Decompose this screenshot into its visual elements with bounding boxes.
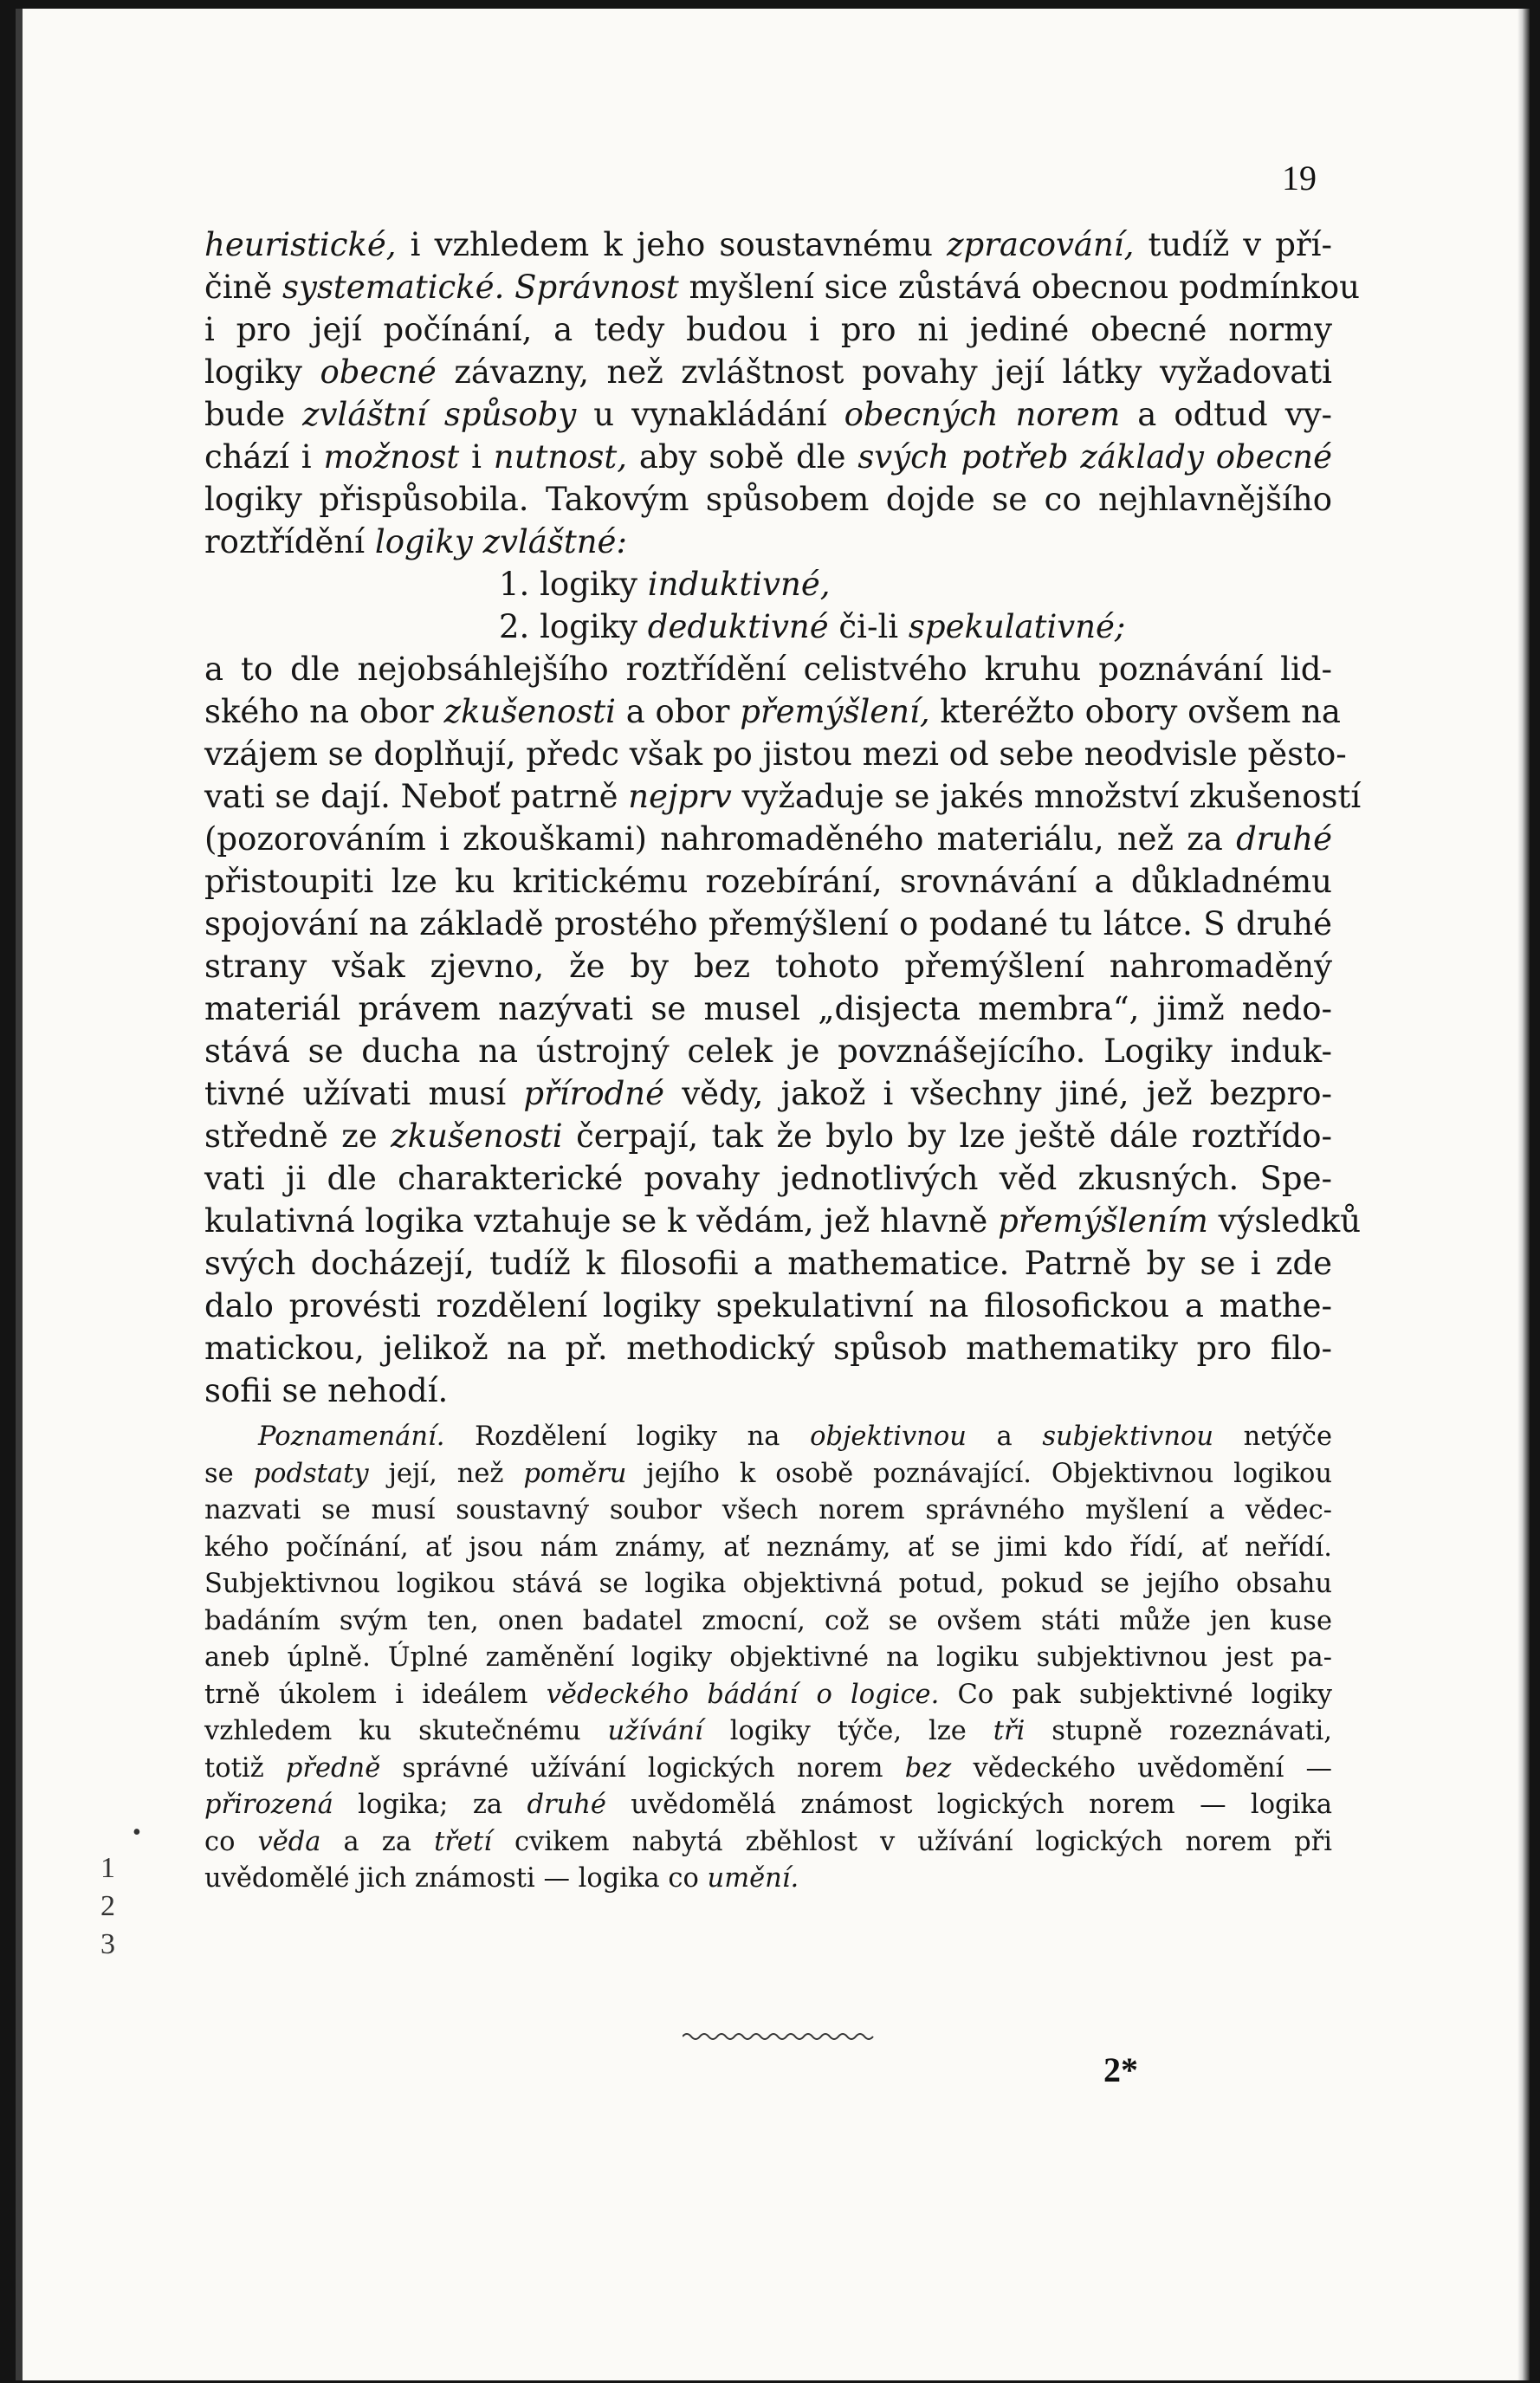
text-run: uvědomělá známost logických norem — logika	[605, 1790, 1332, 1820]
text-run	[504, 269, 514, 306]
text-run: vati ji dle charakterické povahy jednotlivých věd zkusných. Spe-	[204, 1160, 1332, 1197]
italic-text: podstaty	[253, 1458, 369, 1489]
italic-text: zpracování,	[947, 226, 1135, 263]
text-run: středně ze	[204, 1117, 391, 1155]
text-run: strany však zjevno, že by bez tohoto přemýšlení nahromaděný	[204, 948, 1332, 985]
text-run: a obor	[615, 693, 741, 730]
italic-text: Poznamenání.	[258, 1421, 445, 1452]
italic-text: induktivné,	[647, 566, 831, 603]
footnote-line	[204, 1677, 1332, 1714]
text-line	[204, 690, 1341, 733]
text-run: logiky přispůsobila. Takovým spůsobem dojde se co nejhlavnějšího	[204, 481, 1332, 518]
text-line	[204, 1200, 1362, 1242]
footnote-line	[204, 1566, 1332, 1603]
text-run: uvědomělé jich známosti — logika co	[204, 1863, 708, 1894]
italic-text: přírodné	[523, 1075, 665, 1112]
text-run: dalo provésti rozdělení logiky spekulativní na filosofickou a mathe-	[204, 1287, 1332, 1324]
italic-text: druhé	[1236, 820, 1332, 858]
italic-text: přirozená	[204, 1790, 333, 1820]
text-run: Subjektivnou logikou stává se logika objektivná potud, pokud se jejího obsahu	[204, 1569, 1332, 1599]
italic-text: nutnost,	[493, 438, 628, 476]
italic-text: objektivnou	[810, 1421, 967, 1452]
text-line	[204, 818, 1332, 860]
text-run: logika; za	[333, 1790, 527, 1820]
text-line	[204, 648, 1332, 690]
italic-text: poměru	[523, 1458, 627, 1489]
italic-text: obecných norem	[844, 396, 1121, 433]
text-run: 2. logiky	[499, 608, 648, 645]
text-run: tudíž v pří-	[1134, 226, 1332, 263]
text-run: i	[459, 438, 494, 476]
text-line	[204, 1157, 1332, 1200]
footnote-line	[204, 1787, 1332, 1824]
text-run: 1. logiky	[499, 566, 648, 603]
text-run: stupně rozeznávati,	[1025, 1716, 1332, 1746]
text-line	[204, 945, 1332, 988]
text-run: správné užívání logických norem	[380, 1752, 905, 1784]
text-line	[204, 563, 1332, 605]
footnote-line	[204, 1824, 1332, 1862]
text-line	[204, 1285, 1332, 1327]
italic-text: možnost	[323, 438, 460, 476]
text-run: trně úkolem i ideálem	[204, 1679, 547, 1710]
text-run: co	[204, 1826, 258, 1857]
text-line	[204, 393, 1332, 436]
page-edge-shadow	[1517, 9, 1530, 2380]
footnote-line	[204, 1861, 1332, 1898]
italic-text: tři	[993, 1716, 1026, 1746]
text-line	[204, 1370, 1332, 1412]
text-run: aneb úplně. Úplné zaměnění logiky objektivné na logiku subjektivnou jest pa-	[204, 1642, 1332, 1673]
text-run: a to dle nejobsáhlejšího roztřídění celistvého kruhu poznávání lid-	[204, 651, 1332, 688]
text-run: ského na obor	[204, 693, 444, 730]
text-line	[204, 1072, 1332, 1115]
text-run: závazny, než zvláštnost povahy její látky vyžadovati	[436, 353, 1332, 391]
margin-number-3: 3	[100, 1928, 115, 1960]
footnote-line	[204, 1713, 1332, 1751]
italic-text: zkušenosti	[391, 1117, 563, 1155]
text-run: Co pak subjektivné logiky	[939, 1679, 1332, 1710]
footnote-line	[204, 1530, 1332, 1567]
footnote-remark	[204, 1419, 1332, 1898]
text-run: stává se ducha na ústrojný celek je povznášejícího. Logiky induk-	[204, 1033, 1332, 1070]
text-line	[204, 775, 1362, 818]
text-run: bude	[204, 396, 303, 433]
text-line	[204, 605, 1332, 648]
italic-text: druhé	[527, 1790, 606, 1820]
text-line	[204, 1030, 1332, 1072]
text-run: čině	[204, 269, 283, 306]
text-run: vědeckého uvědomění —	[951, 1752, 1332, 1784]
text-run: spojování na základě prostého přemýšlení o podané tu látce. S druhé	[204, 905, 1332, 942]
text-line	[204, 223, 1332, 266]
text-run: výsledků	[1207, 1202, 1362, 1240]
text-run: její, než	[368, 1458, 524, 1489]
text-run: čerpají, tak že bylo by lze ještě dále roztřído-	[562, 1117, 1333, 1155]
margin-dot: •	[133, 1819, 141, 1846]
text-run: i vzhledem k jeho soustavnému	[396, 226, 948, 263]
text-run: logiky týče, lze	[702, 1716, 993, 1746]
text-line	[204, 478, 1332, 521]
page-spine-shadow	[16, 9, 23, 2380]
text-line	[204, 1242, 1332, 1285]
italic-text: třetí	[434, 1826, 492, 1857]
footnote-line	[204, 1603, 1332, 1641]
text-run: se	[204, 1458, 254, 1489]
text-run: aby sobě dle	[627, 438, 858, 476]
text-run: i pro její počínání, a tedy budou i pro ni jediné obecné normy	[204, 311, 1332, 348]
text-run: a za	[320, 1826, 435, 1857]
text-line	[204, 733, 1347, 775]
text-line	[204, 266, 1361, 308]
text-line	[204, 903, 1332, 945]
italic-text: svých potřeb základy obecné	[857, 438, 1333, 476]
text-run: kého počínání, ať jsou nám známy, ať neznámy, ať se jimi kdo řídí, ať neřídí.	[204, 1531, 1332, 1563]
footnote-line	[204, 1751, 1332, 1788]
text-run: netýče	[1213, 1421, 1332, 1452]
italic-text: předně	[285, 1752, 381, 1784]
text-run: sofii se nehodí.	[204, 1372, 449, 1409]
text-run: vzhledem ku skutečnému	[204, 1716, 608, 1746]
italic-text: přemýšlení,	[740, 693, 930, 730]
italic-text: věda	[257, 1826, 321, 1857]
main-paragraph	[204, 223, 1362, 1412]
text-run: matickou, jelikož na př. methodický spůsob mathematiky pro filo-	[204, 1330, 1332, 1367]
italic-text: heuristické,	[204, 226, 397, 263]
book-page	[16, 9, 1530, 2380]
text-line	[204, 521, 1332, 563]
text-line	[204, 988, 1332, 1030]
text-run: chází i	[204, 438, 324, 476]
italic-text: obecné	[320, 353, 437, 391]
text-line	[204, 351, 1332, 393]
italic-text: přemýšlením	[998, 1202, 1208, 1240]
text-run: roztřídění	[204, 523, 375, 560]
text-run: kteréžto obory ovšem na	[929, 693, 1341, 730]
text-line	[204, 1115, 1332, 1157]
text-line	[204, 436, 1332, 478]
footnote-line	[204, 1493, 1332, 1530]
italic-text: Správnost	[514, 269, 679, 306]
text-run: jejího k osobě poznávající. Objektivnou logikou	[626, 1458, 1332, 1489]
italic-text: bez	[904, 1752, 952, 1784]
text-run: vzájem se doplňují, předc však po jistou mezi od sebe neodvisle pěsto-	[204, 735, 1347, 773]
text-run: Rozdělení logiky na	[444, 1421, 811, 1452]
italic-text: vědeckého bádání o logice.	[546, 1679, 940, 1710]
italic-text: systematické.	[282, 269, 505, 306]
text-run: či-li	[828, 608, 909, 645]
page-number: 19	[1282, 159, 1317, 198]
text-run: a odtud vy-	[1120, 396, 1332, 433]
text-run: u vynakládání	[576, 396, 844, 433]
signature-mark: 2*	[1103, 2050, 1138, 2089]
text-run: vyžaduje se jakés množství zkušeností	[731, 778, 1362, 815]
margin-number-2: 2	[100, 1890, 115, 1922]
italic-text: umění.	[707, 1863, 799, 1894]
text-run: vědy, jakož i všechny jiné, jež bezpro-	[664, 1075, 1332, 1112]
italic-text: nejprv	[628, 778, 732, 815]
text-run: kulativná logika vztahuje se k vědám, jež hlavně	[204, 1202, 999, 1240]
text-run: přistoupiti lze ku kritickému rozebírání, srovnávání a důkladnému	[204, 863, 1332, 900]
italic-text: spekulativné;	[908, 608, 1126, 645]
margin-number-1: 1	[100, 1852, 115, 1884]
text-line	[204, 860, 1332, 903]
body-text	[204, 223, 1362, 1898]
text-run: totiž	[204, 1752, 286, 1784]
italic-text: užívání	[607, 1716, 703, 1746]
text-run: materiál právem nazývati se musel „disjecta membra“, jimž nedo-	[204, 990, 1332, 1027]
text-line	[204, 308, 1332, 351]
text-run: vati se dají. Neboť patrně	[204, 778, 629, 815]
text-run: logiky	[204, 353, 320, 391]
italic-text: subjektivnou	[1042, 1421, 1214, 1452]
italic-text: logiky zvláštné:	[374, 523, 627, 560]
footnote-line	[204, 1640, 1332, 1677]
text-line	[204, 1327, 1332, 1370]
text-run: myšlení sice zůstává obecnou podmínkou	[678, 269, 1361, 306]
italic-text: zkušenosti	[443, 693, 616, 730]
text-run: tivné užívati musí	[204, 1075, 524, 1112]
footnote-line	[204, 1456, 1332, 1493]
italic-text: zvláštní spůsoby	[302, 396, 577, 433]
italic-text: deduktivné	[647, 608, 829, 645]
text-run: (pozorováním i zkouškami) nahromaděného materiálu, než za	[204, 820, 1237, 858]
ornament-wavy-rule	[683, 2031, 875, 2042]
footnote-line	[204, 1419, 1332, 1456]
text-run: cvikem nabytá zběhlost v užívání logických norem při	[491, 1826, 1332, 1857]
text-run: nazvati se musí soustavný soubor všech norem správného myšlení a vědec-	[204, 1495, 1332, 1525]
text-run: svých docházejí, tudíž k filosofii a mathematice. Patrně by se i zde	[204, 1245, 1332, 1282]
text-run: badáním svým ten, onen badatel zmocní, což se ovšem státi může jen kuse	[204, 1605, 1332, 1636]
text-run: a	[966, 1421, 1043, 1452]
